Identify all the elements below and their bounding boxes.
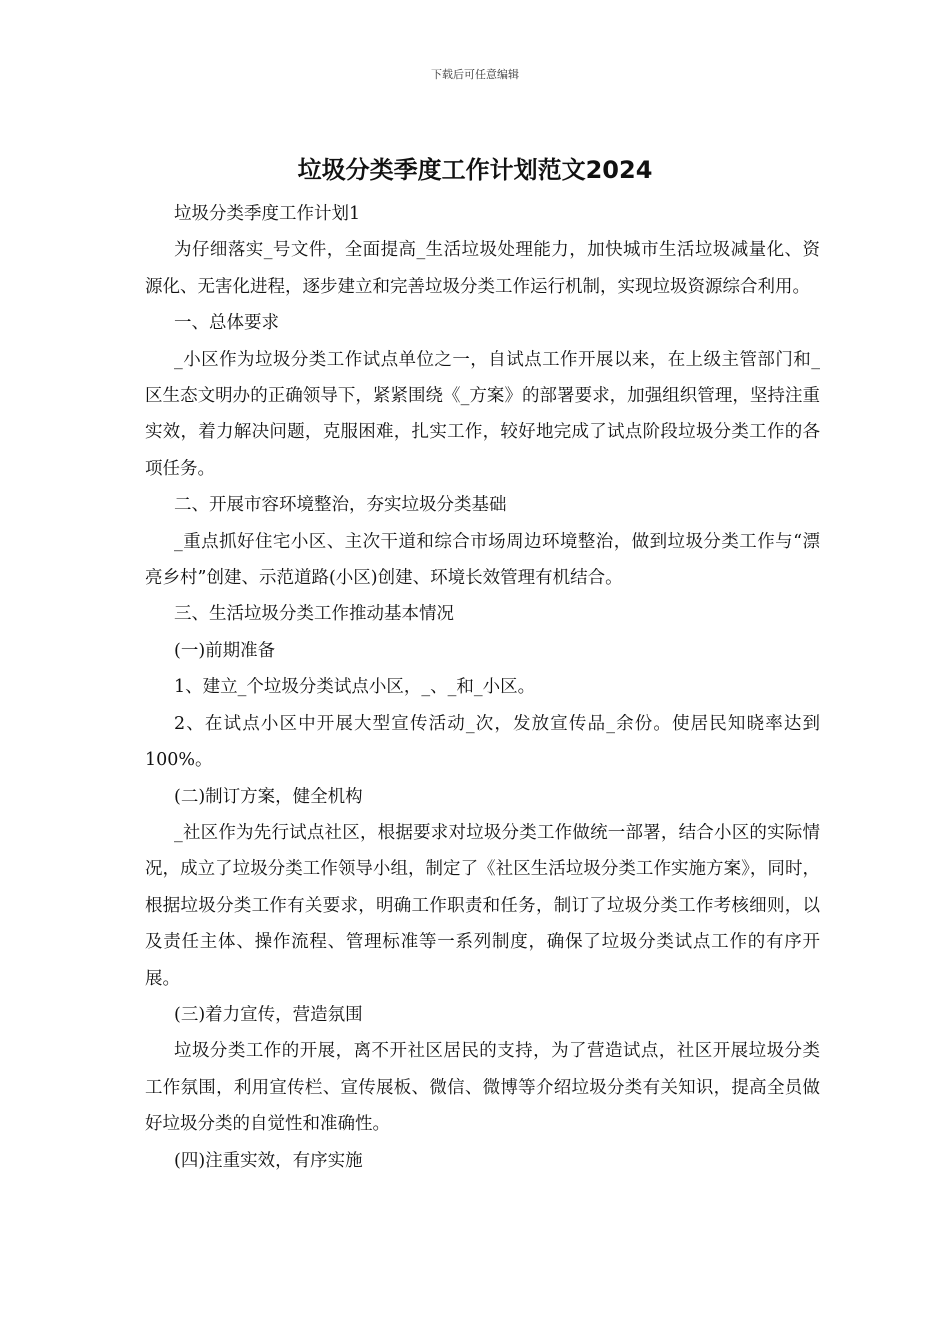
document-title: 垃圾分类季度工作计划范文2024 <box>297 156 653 184</box>
subsection-heading: (二)制订方案，健全机构 <box>174 786 363 807</box>
section-heading-1: 一、总体要求 <box>174 313 279 334</box>
paragraph: _重点抓好住宅小区、主次干道和综合市场周边环境整治，做到垃圾分类工作与“漂亮乡村”创建、示范道路(小区)创建、环境长效管理有机结合。 <box>145 531 820 589</box>
section-heading-2: 二、开展市容环境整治，夯实垃圾分类基础 <box>174 495 507 516</box>
list-item: 1、建立_个垃圾分类试点小区，_、_和_小区。 <box>174 677 536 698</box>
paragraph: _社区作为先行试点社区，根据要求对垃圾分类工作做统一部署，结合小区的实际情况，成立了垃圾分类工作领导小组，制定了《社区生活垃圾分类工作实施方案》，同时，根据垃圾分类工作有关要求，明确工作职责和任务，制订了垃圾分类工作考核细则，以及责任主体、操作流程、管理标准等一系列制度，确保了垃圾分类试点工作的有序开展。 <box>145 822 820 989</box>
paragraph: 垃圾分类工作的开展，离不开社区居民的支持，为了营造试点，社区开展垃圾分类工作氛围，利用宣传栏、宣传展板、微信、微博等介绍垃圾分类有关知识，提高全员做好垃圾分类的自觉性和准确性。 <box>145 1041 820 1135</box>
header-note: 下载后可任意编辑 <box>431 68 519 81</box>
paragraph: _小区作为垃圾分类工作试点单位之一，自试点工作开展以来，在上级主管部门和_区生态文明办的正确领导下，紧紧围绕《_方案》的部署要求，加强组织管理，坚持注重实效，着力解决问题，克服困难，扎实工作，较好地完成了试点阶段垃圾分类工作的各项任务。 <box>145 349 820 479</box>
document-body <box>145 196 820 1179</box>
paragraph-plan-heading: 垃圾分类季度工作计划1 <box>174 204 361 224</box>
list-item: 2、在试点小区中开展大型宣传活动_次，发放宣传品_余份。使居民知晓率达到100%。 <box>145 713 820 771</box>
subsection-heading: (一)前期准备 <box>174 640 276 661</box>
subsection-heading: (三)着力宣传，营造氛围 <box>174 1004 363 1025</box>
section-heading-3: 三、生活垃圾分类工作推动基本情况 <box>174 604 454 625</box>
paragraph-intro: 为仔细落实_号文件，全面提高_生活垃圾处理能力，加快城市生活垃圾减量化、资源化、无害化进程，逐步建立和完善垃圾分类工作运行机制，实现垃圾资源综合利用。 <box>145 240 820 297</box>
subsection-heading: (四)注重实效，有序实施 <box>174 1150 363 1171</box>
